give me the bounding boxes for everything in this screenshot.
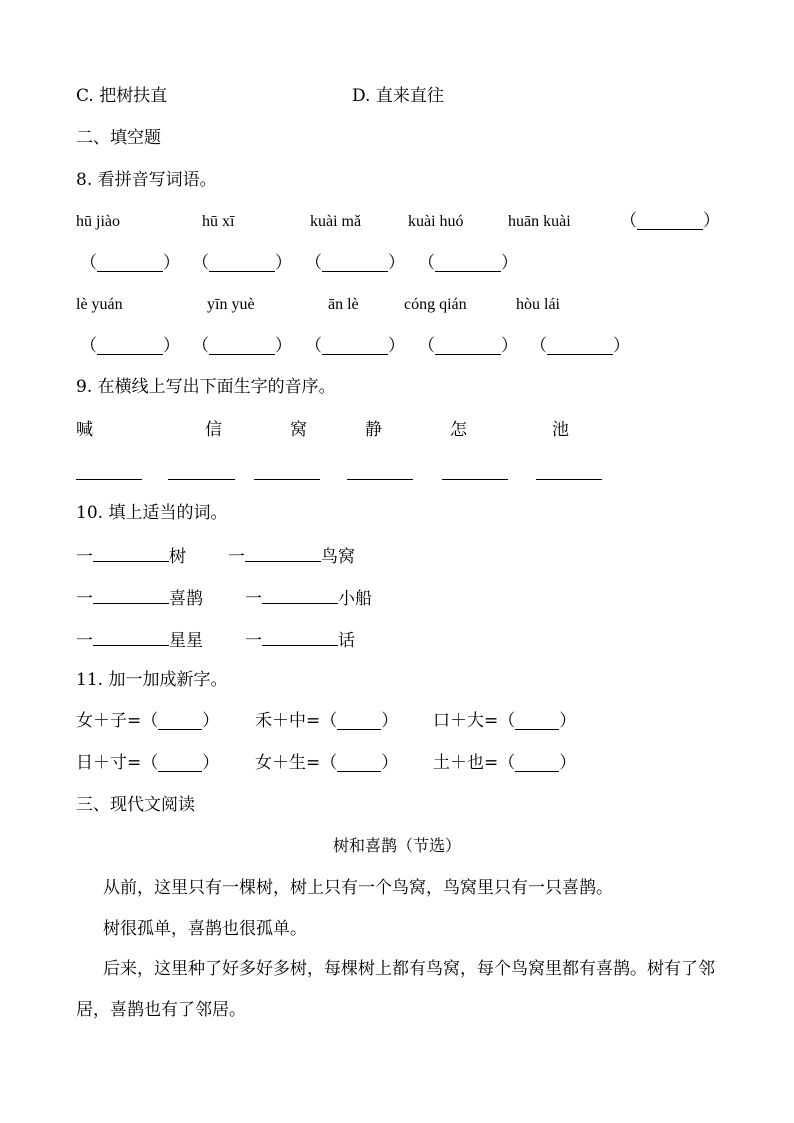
option-c: C. 把树扶直 bbox=[76, 86, 168, 106]
char-sum-2: 禾＋中= （ ） bbox=[255, 711, 399, 731]
pinyin-4: kuài huó bbox=[408, 213, 464, 230]
word-blank-4[interactable] bbox=[262, 588, 338, 604]
order-blank-5[interactable] bbox=[442, 479, 508, 480]
char-blank-5[interactable] bbox=[337, 756, 381, 772]
word-fill-6: 一 话 bbox=[245, 631, 355, 651]
char-blank-4[interactable] bbox=[158, 756, 202, 772]
option-d: D. 直来直往 bbox=[352, 86, 444, 106]
char-sum-5: 女＋生= （ ） bbox=[255, 753, 399, 773]
answer-blank-2[interactable]: （ ） bbox=[80, 253, 180, 273]
character-5: 怎 bbox=[450, 420, 467, 440]
answer-blank-9[interactable]: （ ） bbox=[418, 336, 518, 356]
word-fill-3: 一 喜鹊 bbox=[76, 589, 203, 609]
pinyin-1: hū jiào bbox=[76, 213, 120, 230]
answer-blank-10[interactable]: （ ） bbox=[530, 336, 630, 356]
word-blank-1[interactable] bbox=[93, 546, 169, 562]
char-sum-3: 口＋大= （ ） bbox=[433, 711, 577, 731]
character-3: 窝 bbox=[290, 420, 307, 440]
word-fill-5: 一 星星 bbox=[76, 631, 203, 651]
word-blank-2[interactable] bbox=[245, 546, 321, 562]
answer-blank-4[interactable]: （ ） bbox=[305, 253, 405, 273]
character-6: 池 bbox=[552, 420, 569, 440]
reading-paragraph-3: 后来，这里种了好多好多树，每棵树上都有鸟窝，每个鸟窝里都有喜鹊。树有了邻居，喜鹊也有了邻居。 bbox=[76, 959, 715, 1020]
char-sum-4: 日＋寸= （ ） bbox=[76, 753, 220, 773]
answer-blank-6[interactable]: （ ） bbox=[80, 336, 180, 356]
reading-title: 树和喜鹊（节选） bbox=[332, 836, 461, 855]
pinyin-5: huān kuài bbox=[508, 213, 571, 230]
question-11-title: 11. 加一加成新字。 bbox=[76, 670, 228, 690]
section-title-fill-blank: 二、填空题 bbox=[76, 128, 161, 148]
character-1: 喊 bbox=[76, 420, 93, 440]
answer-blank-1[interactable]: （ ） bbox=[620, 211, 720, 231]
char-sum-6: 土＋也= （ ） bbox=[433, 753, 577, 773]
answer-blank-8[interactable]: （ ） bbox=[305, 336, 405, 356]
pinyin-9: cóng qián bbox=[404, 296, 467, 313]
pinyin-3: kuài mǎ bbox=[310, 213, 362, 230]
word-blank-6[interactable] bbox=[262, 630, 338, 646]
word-fill-4: 一 小船 bbox=[245, 589, 372, 609]
pinyin-8: ān lè bbox=[328, 296, 359, 313]
char-blank-6[interactable] bbox=[515, 756, 559, 772]
char-blank-3[interactable] bbox=[515, 714, 559, 730]
pinyin-7: yīn yuè bbox=[207, 296, 255, 313]
question-8-title: 8. 看拼音写词语。 bbox=[76, 170, 217, 190]
answer-blank-3[interactable]: （ ） bbox=[192, 253, 292, 273]
order-blank-6[interactable] bbox=[536, 479, 602, 480]
reading-paragraph-2: 树很孤单，喜鹊也很孤单。 bbox=[103, 919, 307, 939]
order-blank-1[interactable] bbox=[76, 479, 142, 480]
char-blank-2[interactable] bbox=[337, 714, 381, 730]
section-title-reading: 三、现代文阅读 bbox=[76, 795, 195, 815]
order-blank-2[interactable] bbox=[168, 479, 235, 480]
answer-blank-7[interactable]: （ ） bbox=[192, 336, 292, 356]
char-blank-1[interactable] bbox=[158, 714, 202, 730]
word-blank-5[interactable] bbox=[93, 630, 169, 646]
word-fill-2: 一 鸟窝 bbox=[228, 547, 355, 567]
pinyin-10: hòu lái bbox=[516, 296, 560, 313]
character-2: 信 bbox=[205, 420, 222, 440]
question-9-title: 9. 在横线上写出下面生字的音序。 bbox=[76, 377, 336, 397]
word-fill-1: 一 树 bbox=[76, 547, 186, 567]
char-sum-1: 女＋子= （ ） bbox=[76, 711, 220, 731]
order-blank-3[interactable] bbox=[254, 479, 320, 480]
reading-paragraph-1: 从前，这里只有一棵树，树上只有一个鸟窝，鸟窝里只有一只喜鹊。 bbox=[103, 878, 613, 898]
pinyin-2: hū xī bbox=[202, 213, 235, 230]
order-blank-4[interactable] bbox=[347, 479, 413, 480]
pinyin-6: lè yuán bbox=[76, 296, 123, 313]
character-4: 静 bbox=[365, 420, 382, 440]
answer-blank-5[interactable]: （ ） bbox=[418, 253, 518, 273]
question-10-title: 10. 填上适当的词。 bbox=[76, 503, 228, 523]
word-blank-3[interactable] bbox=[93, 588, 169, 604]
